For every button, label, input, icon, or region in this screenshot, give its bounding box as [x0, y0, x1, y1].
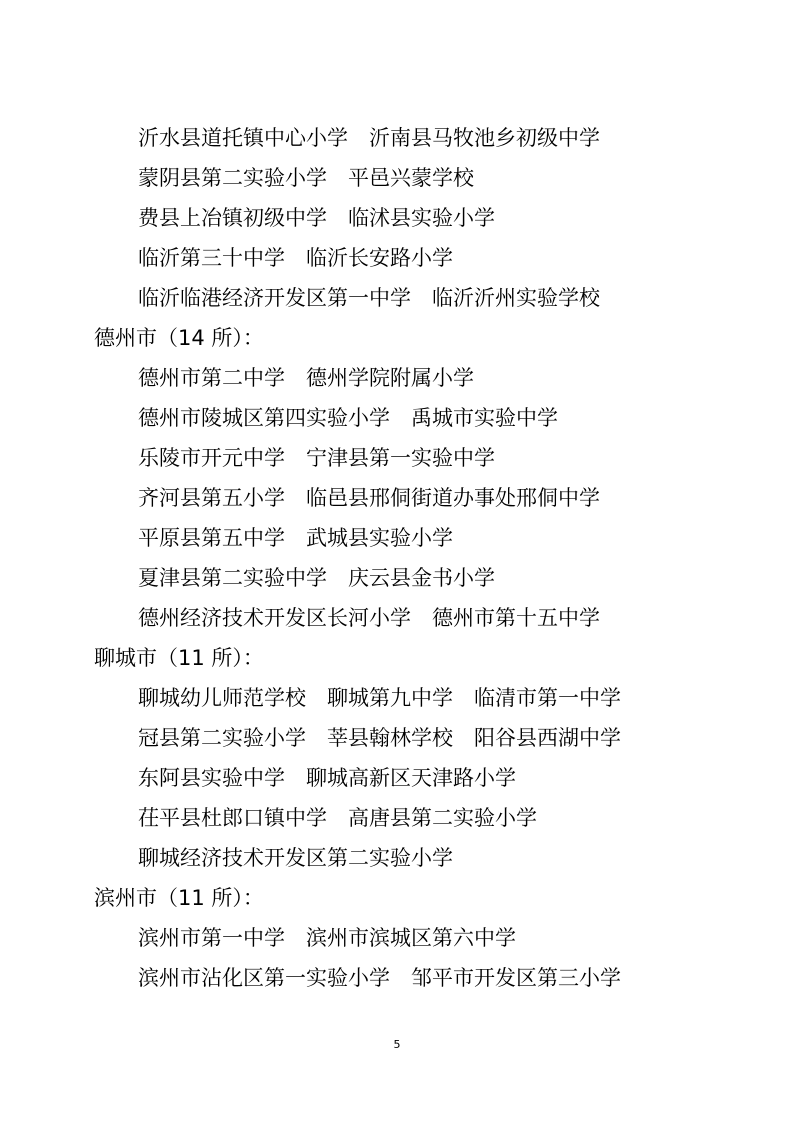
school-name: 德州市第二中学 — [138, 366, 285, 390]
city-heading: 滨州市（11 所）： — [94, 886, 264, 910]
school-line — [0, 678, 794, 718]
school-name: 夏津县第二实验中学 — [138, 566, 327, 590]
school-name: 聊城幼儿师范学校 — [138, 686, 306, 710]
school-name: 临清市第一中学 — [474, 686, 621, 710]
school-name: 临沭县实验小学 — [348, 206, 495, 230]
school-line — [0, 278, 794, 318]
school-name: 蒙阴县第二实验小学 — [138, 166, 327, 190]
school-line — [0, 958, 794, 998]
school-name: 德州市第十五中学 — [432, 606, 600, 630]
school-name: 滨州市沾化区第一实验小学 — [138, 966, 390, 990]
school-name: 德州市陵城区第四实验小学 — [138, 406, 390, 430]
school-name: 平原县第五中学 — [138, 526, 285, 550]
school-name: 临沂沂州实验学校 — [432, 286, 600, 310]
school-name: 聊城经济技术开发区第二实验小学 — [138, 846, 453, 870]
school-line — [0, 198, 794, 238]
school-name: 乐陵市开元中学 — [138, 446, 285, 470]
school-name: 沂水县道托镇中心小学 — [138, 126, 348, 150]
school-name: 德州经济技术开发区长河小学 — [138, 606, 411, 630]
school-name: 滨州市滨城区第六中学 — [306, 926, 516, 950]
school-name: 东阿县实验中学 — [138, 766, 285, 790]
page-number: 5 — [393, 1038, 401, 1051]
school-name: 阳谷县西湖中学 — [474, 726, 621, 750]
school-line — [0, 118, 794, 158]
school-name: 临沂临港经济开发区第一中学 — [138, 286, 411, 310]
school-name: 武城县实验小学 — [306, 526, 453, 550]
school-line — [0, 358, 794, 398]
school-name: 聊城第九中学 — [327, 686, 453, 710]
school-name: 平邑兴蒙学校 — [348, 166, 474, 190]
school-name: 齐河县第五小学 — [138, 486, 285, 510]
school-name: 德州学院附属小学 — [306, 366, 474, 390]
school-name: 茌平县杜郎口镇中学 — [138, 806, 327, 830]
school-line — [0, 598, 794, 638]
school-line — [0, 718, 794, 758]
school-name: 临沂第三十中学 — [138, 246, 285, 270]
school-line — [0, 518, 794, 558]
school-name: 宁津县第一实验中学 — [306, 446, 495, 470]
school-line — [0, 558, 794, 598]
school-name: 聊城高新区天津路小学 — [306, 766, 516, 790]
school-line — [0, 158, 794, 198]
school-line — [0, 438, 794, 478]
school-name: 邹平市开发区第三小学 — [411, 966, 621, 990]
school-line — [0, 238, 794, 278]
school-line — [0, 838, 794, 878]
school-line — [0, 798, 794, 838]
school-name: 庆云县金书小学 — [348, 566, 495, 590]
school-line — [0, 478, 794, 518]
school-name: 临邑县邢侗街道办事处邢侗中学 — [306, 486, 600, 510]
school-line — [0, 918, 794, 958]
city-heading: 聊城市（11 所）： — [94, 646, 264, 670]
school-name: 费县上冶镇初级中学 — [138, 206, 327, 230]
school-line — [0, 398, 794, 438]
school-name: 高唐县第二实验小学 — [348, 806, 537, 830]
school-name: 沂南县马牧池乡初级中学 — [369, 126, 600, 150]
school-name: 临沂长安路小学 — [306, 246, 453, 270]
school-name: 滨州市第一中学 — [138, 926, 285, 950]
school-line — [0, 758, 794, 798]
document-body — [0, 118, 794, 998]
school-name: 禹城市实验中学 — [411, 406, 558, 430]
city-heading: 德州市（14 所）： — [94, 326, 264, 350]
school-name: 冠县第二实验小学 — [138, 726, 306, 750]
school-name: 莘县翰林学校 — [327, 726, 453, 750]
